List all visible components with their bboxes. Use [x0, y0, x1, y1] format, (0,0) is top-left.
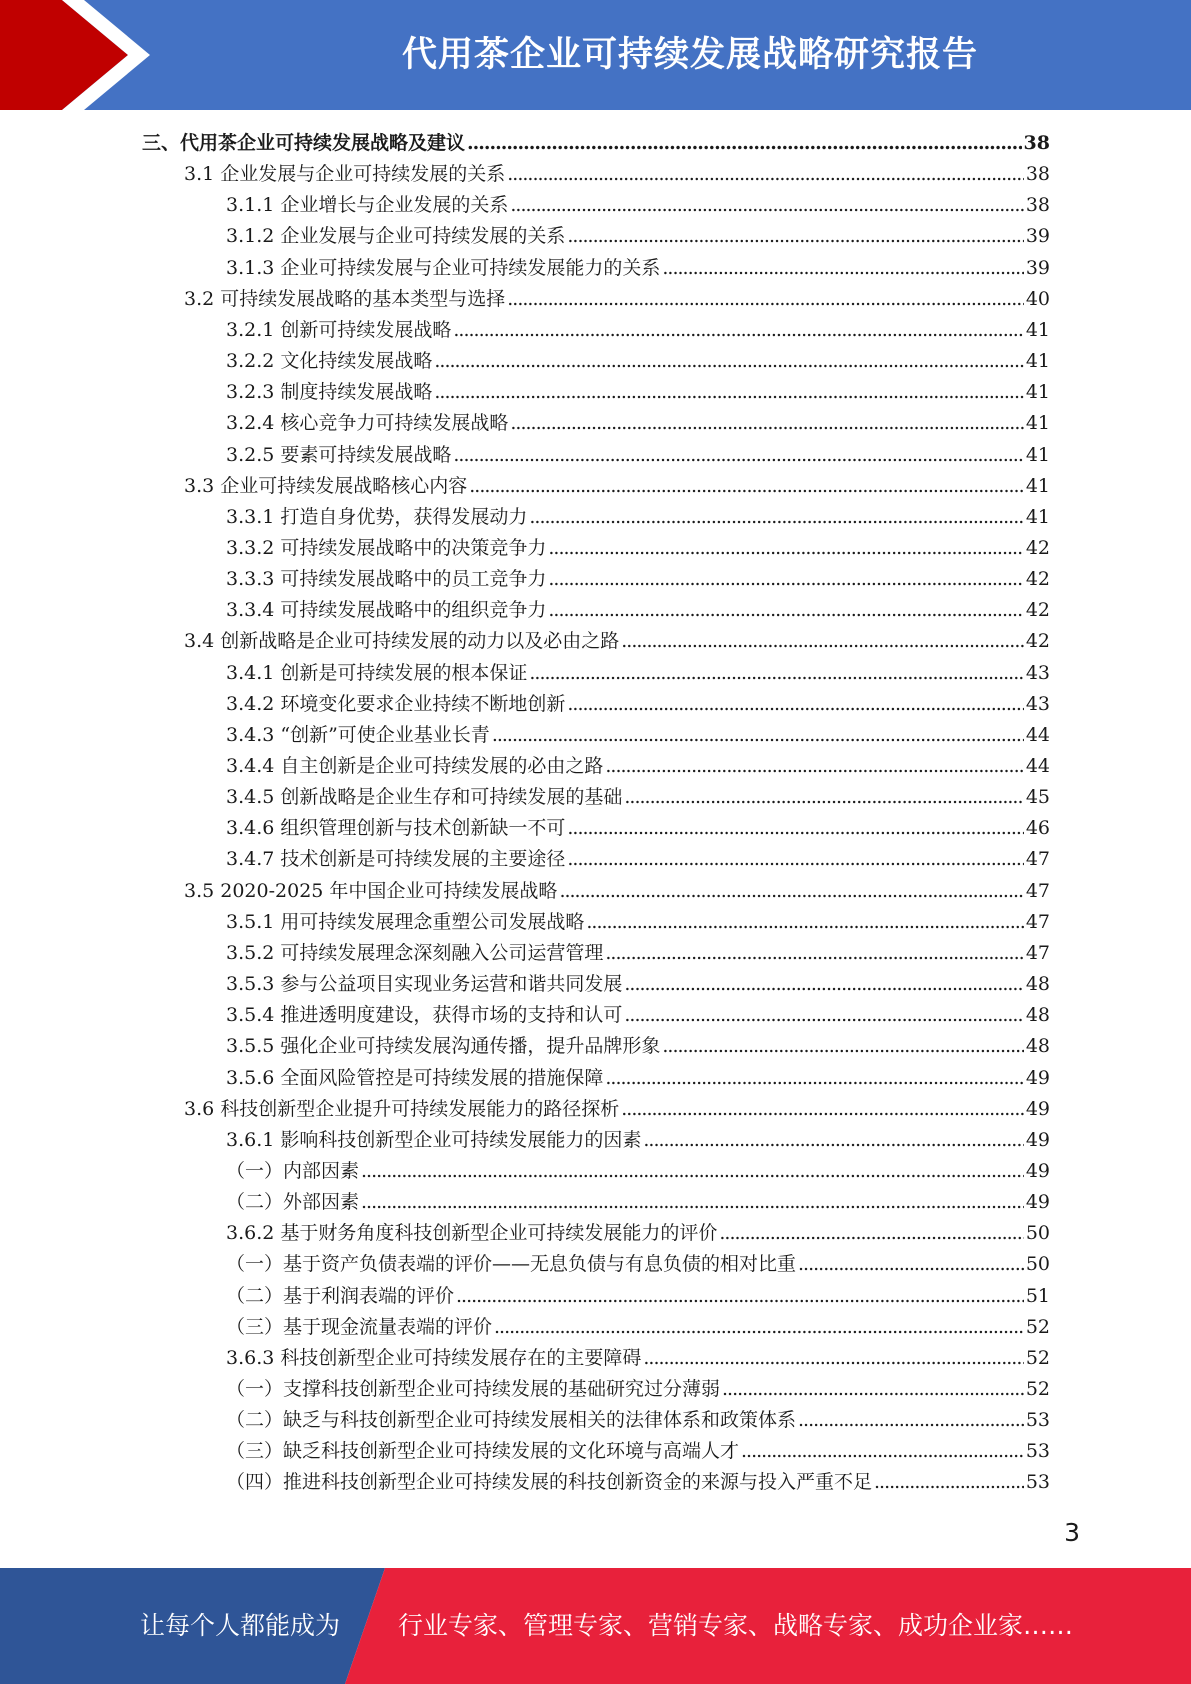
toc-entry-title: （三）缺乏科技创新型企业可持续发展的文化环境与高端人才 — [226, 1440, 740, 1463]
toc-dot-leader — [798, 1249, 1024, 1280]
toc-dot-leader — [559, 876, 1023, 907]
toc-entry-title: 3.1 企业发展与企业可持续发展的关系 — [184, 163, 506, 186]
toc-entry-page: 52 — [1025, 1378, 1050, 1400]
toc-entry-page: 41 — [1025, 443, 1050, 466]
toc-entry-page: 41 — [1025, 412, 1050, 435]
document-title: 代用茶企业可持续发展战略研究报告 — [401, 35, 978, 75]
toc-dot-leader — [605, 1063, 1023, 1094]
toc-entry-page: 49 — [1025, 1128, 1050, 1151]
page-header — [0, 0, 1191, 110]
toc-entry-title: 3.6.2 基于财务角度科技创新型企业可持续发展能力的评价 — [226, 1222, 718, 1245]
toc-entry-title: 3.1.3 企业可持续发展与企业可持续发展能力的关系 — [226, 256, 661, 279]
toc-entry[interactable] — [226, 253, 1050, 284]
toc-dot-leader — [643, 1125, 1023, 1156]
toc-entry-title: （一）基于资产负债表端的评价——无息负债与有息负债的相对比重 — [226, 1253, 797, 1276]
toc-entry-page: 38 — [1025, 163, 1050, 186]
toc-entry-title: 3.6.1 影响科技创新型企业可持续发展能力的因素 — [226, 1128, 642, 1151]
toc-entry-page: 48 — [1025, 973, 1050, 996]
toc-entry-title: 3.3.3 可持续发展战略中的员工竞争力 — [226, 568, 547, 591]
toc-dot-leader — [624, 1000, 1023, 1031]
toc-entry-title: （二）基于利润表端的评价 — [226, 1284, 455, 1307]
toc-entry-title: 3.5.6 全面风险管控是可持续发展的措施保障 — [226, 1066, 604, 1089]
toc-entry[interactable] — [226, 969, 1050, 1000]
toc-entry-page: 41 — [1025, 350, 1050, 373]
toc-entry-page: 38 — [1023, 132, 1050, 154]
toc-entry[interactable] — [226, 782, 1050, 813]
toc-entry-title: 3.5 2020-2025 年中国企业可持续发展战略 — [184, 879, 558, 902]
toc-entry-page: 42 — [1025, 630, 1050, 653]
toc-entry[interactable] — [226, 938, 1050, 969]
toc-entry[interactable] — [226, 502, 1050, 533]
toc-dot-leader — [643, 1343, 1023, 1374]
toc-dot-leader — [621, 1094, 1024, 1125]
toc-entry-page: 53 — [1025, 1409, 1050, 1432]
toc-entry-page: 51 — [1025, 1284, 1050, 1307]
toc-dot-leader — [548, 533, 1023, 564]
toc-entry-page: 44 — [1025, 755, 1050, 777]
toc-dot-leader — [567, 221, 1023, 252]
toc-entry-page: 49 — [1025, 1097, 1050, 1120]
toc-entry-title: 3.5.3 参与公益项目实现业务运营和谐共同发展 — [226, 973, 623, 996]
toc-entry[interactable] — [226, 1156, 1050, 1187]
toc-entry-title: （一）内部因素 — [226, 1159, 360, 1182]
toc-entry-page: 46 — [1025, 817, 1050, 840]
toc-entry-page: 49 — [1025, 1159, 1050, 1182]
toc-entry[interactable] — [226, 221, 1050, 252]
toc-dot-leader — [453, 440, 1023, 471]
toc-entry[interactable] — [226, 595, 1050, 626]
toc-entry-page: 43 — [1025, 692, 1050, 715]
toc-entry[interactable] — [226, 1467, 1050, 1498]
toc-entry-title: 3.2.4 核心竞争力可持续发展战略 — [226, 412, 509, 435]
toc-entry-title: 3.6.3 科技创新型企业可持续发展存在的主要障碍 — [226, 1346, 642, 1369]
toc-entry-page: 50 — [1025, 1222, 1050, 1245]
toc-entry-title: 3.4.1 创新是可持续发展的根本保证 — [226, 661, 528, 684]
toc-entry-title: 3.4.6 组织管理创新与技术创新缺一不可 — [226, 817, 566, 840]
toc-entry[interactable] — [184, 876, 1050, 907]
toc-entry-title: 三、代用茶企业可持续发展战略及建议 — [142, 132, 466, 154]
toc-entry-title: 3.5.1 用可持续发展理念重塑公司发展战略 — [226, 910, 585, 933]
toc-dot-leader — [492, 720, 1024, 751]
toc-entry-title: 3.2 可持续发展战略的基本类型与选择 — [184, 287, 506, 310]
toc-dot-leader — [434, 377, 1023, 408]
toc-entry-title: 3.3 企业可持续发展战略核心内容 — [184, 474, 468, 497]
page-number: 3 — [1064, 1518, 1080, 1547]
toc-dot-leader — [624, 969, 1023, 1000]
toc-entry-page: 44 — [1025, 723, 1050, 746]
toc-dot-leader — [586, 907, 1023, 938]
toc-entry[interactable] — [226, 440, 1050, 471]
toc-entry[interactable] — [226, 1436, 1050, 1467]
toc-dot-leader — [741, 1436, 1024, 1467]
toc-entry-page: 49 — [1025, 1191, 1050, 1214]
toc-entry[interactable] — [184, 1094, 1050, 1125]
toc-dot-leader — [567, 844, 1023, 875]
footer-slogan-left: 让每个人都能成为 — [140, 1611, 341, 1640]
toc-dot-leader — [798, 1405, 1024, 1436]
toc-entry[interactable] — [226, 751, 1050, 782]
toc-entry[interactable] — [226, 907, 1050, 938]
toc-entry-title: 3.4.7 技术创新是可持续发展的主要途径 — [226, 848, 566, 871]
toc-entry-title: 3.2.5 要素可持续发展战略 — [226, 443, 452, 466]
toc-entry[interactable] — [226, 190, 1050, 221]
toc-dot-leader — [719, 1218, 1023, 1249]
toc-dot-leader — [874, 1467, 1024, 1498]
toc-entry[interactable] — [184, 159, 1050, 190]
toc-entry[interactable] — [226, 1218, 1050, 1249]
toc-entry[interactable] — [226, 408, 1050, 439]
toc-entry[interactable] — [226, 813, 1050, 844]
toc-entry-title: 3.5.4 推进透明度建设，获得市场的支持和认可 — [226, 1004, 623, 1027]
toc-entry-title: 3.5.2 可持续发展理念深刻融入公司运营管理 — [226, 941, 604, 964]
toc-entry-title: 3.3.4 可持续发展战略中的组织竞争力 — [226, 599, 547, 622]
toc-dot-leader — [567, 813, 1023, 844]
toc-entry-page: 52 — [1025, 1346, 1050, 1369]
toc-entry-page: 53 — [1025, 1440, 1050, 1463]
toc-entry-page: 39 — [1025, 225, 1050, 248]
toc-entry-page: 48 — [1025, 1035, 1050, 1058]
toc-entry-title: 3.3.2 可持续发展战略中的决策竞争力 — [226, 536, 547, 559]
toc-entry-page: 50 — [1025, 1253, 1050, 1276]
toc-entry[interactable] — [226, 533, 1050, 564]
toc-entry-title: （四）推进科技创新型企业可持续发展的科技创新资金的来源与投入严重不足 — [226, 1471, 873, 1494]
footer-slogan-right: 行业专家、管理专家、营销专家、战略专家、成功企业家…… — [398, 1611, 1074, 1640]
toc-entry-page: 48 — [1025, 1004, 1050, 1027]
toc-entry-title: 3.2.2 文化持续发展战略 — [226, 350, 433, 373]
toc-entry[interactable] — [184, 471, 1050, 502]
toc-entry-page: 40 — [1025, 287, 1050, 310]
toc-dot-leader — [494, 1312, 1024, 1343]
toc-dot-leader — [662, 1031, 1023, 1062]
toc-entry[interactable] — [226, 1281, 1050, 1312]
toc-dot-leader — [467, 128, 1022, 159]
toc-entry[interactable] — [226, 1063, 1050, 1094]
toc-entry-page: 47 — [1025, 848, 1050, 871]
toc-entry-title: 3.4.3 “创新”可使企业基业长青 — [226, 723, 490, 746]
toc-entry[interactable] — [226, 720, 1050, 751]
toc-entry-title: （一）支撑科技创新型企业可持续发展的基础研究过分薄弱 — [226, 1378, 721, 1400]
toc-entry-title: 3.4.2 环境变化要求企业持续不断地创新 — [226, 692, 566, 715]
toc-entry[interactable] — [226, 1374, 1050, 1405]
toc-entry-title: 3.3.1 打造自身优势，获得发展动力 — [226, 505, 528, 528]
toc-entry[interactable] — [226, 658, 1050, 689]
toc-entry-title: 3.1.1 企业增长与企业发展的关系 — [226, 194, 509, 217]
toc-entry[interactable] — [226, 377, 1050, 408]
toc-entry[interactable] — [226, 1000, 1050, 1031]
toc-dot-leader — [567, 689, 1023, 720]
toc-entry-title: 3.1.2 企业发展与企业可持续发展的关系 — [226, 225, 566, 248]
toc-dot-leader — [361, 1156, 1024, 1187]
toc-dot-leader — [722, 1374, 1024, 1405]
toc-dot-leader — [510, 190, 1023, 221]
toc-entry[interactable] — [184, 284, 1050, 315]
toc-entry-page: 49 — [1025, 1066, 1050, 1089]
toc-entry-title: 3.6 科技创新型企业提升可持续发展能力的路径探析 — [184, 1097, 620, 1120]
toc-entry[interactable] — [226, 1312, 1050, 1343]
toc-entry-page: 41 — [1025, 505, 1050, 528]
toc-entry-page: 42 — [1025, 536, 1050, 559]
toc-entry-title: 3.2.1 创新可持续发展战略 — [226, 318, 452, 341]
toc-entry-page: 41 — [1025, 381, 1050, 404]
toc-entry-page: 53 — [1025, 1471, 1050, 1494]
toc-entry-page: 43 — [1025, 661, 1050, 684]
toc-entry[interactable] — [226, 844, 1050, 875]
toc-entry-page: 52 — [1025, 1315, 1050, 1338]
toc-entry[interactable] — [226, 1031, 1050, 1062]
toc-dot-leader — [469, 471, 1024, 502]
toc-entry-page: 41 — [1025, 474, 1050, 497]
toc-dot-leader — [624, 782, 1023, 813]
toc-entry[interactable] — [226, 1249, 1050, 1280]
toc-entry[interactable] — [226, 564, 1050, 595]
toc-entry-page: 47 — [1025, 910, 1050, 933]
toc-dot-leader — [507, 159, 1024, 190]
toc-entry[interactable] — [226, 1125, 1050, 1156]
toc-dot-leader — [605, 938, 1023, 969]
toc-entry-title: （二）外部因素 — [226, 1191, 360, 1214]
toc-entry-page: 42 — [1025, 568, 1050, 591]
toc-entry-title: （三）基于现金流量表端的评价 — [226, 1315, 493, 1338]
toc-entry-title: 3.4 创新战略是企业可持续发展的动力以及必由之路 — [184, 630, 620, 653]
toc-dot-leader — [453, 315, 1023, 346]
toc-dot-leader — [434, 346, 1023, 377]
toc-entry[interactable] — [226, 689, 1050, 720]
toc-entry[interactable] — [226, 346, 1050, 377]
toc-entry-title: 3.4.5 创新战略是企业生存和可持续发展的基础 — [226, 786, 623, 809]
toc-dot-leader — [621, 626, 1024, 657]
toc-entry-page: 38 — [1025, 194, 1050, 217]
toc-dot-leader — [507, 284, 1024, 315]
toc-entry[interactable] — [226, 1187, 1050, 1218]
toc-entry[interactable] — [226, 1343, 1050, 1374]
toc-dot-leader — [605, 751, 1023, 782]
toc-dot-leader — [529, 658, 1023, 689]
toc-dot-leader — [529, 502, 1023, 533]
toc-entry-page: 45 — [1025, 786, 1050, 809]
toc-entry-page: 39 — [1025, 256, 1050, 279]
toc-entry[interactable] — [184, 626, 1050, 657]
toc-entry[interactable] — [226, 315, 1050, 346]
toc-dot-leader — [548, 564, 1023, 595]
toc-entry-page: 41 — [1025, 318, 1050, 341]
toc-entry-title: 3.4.4 自主创新是企业可持续发展的必由之路 — [226, 755, 604, 777]
toc-entry[interactable] — [226, 1405, 1050, 1436]
toc-entry-page: 42 — [1025, 599, 1050, 622]
toc-dot-leader — [361, 1187, 1024, 1218]
toc-dot-leader — [456, 1281, 1024, 1312]
toc-dot-leader — [548, 595, 1023, 626]
toc-entry-title: （二）缺乏与科技创新型企业可持续发展相关的法律体系和政策体系 — [226, 1409, 797, 1432]
toc-entry-page: 47 — [1025, 941, 1050, 964]
toc-entry-page: 47 — [1025, 879, 1050, 902]
header-chevron-graphic — [0, 0, 160, 110]
toc-dot-leader — [662, 253, 1023, 284]
toc-entry-title: 3.5.5 强化企业可持续发展沟通传播，提升品牌形象 — [226, 1035, 661, 1058]
page-footer — [0, 1568, 1191, 1684]
toc-dot-leader — [510, 408, 1023, 439]
toc-entry-title: 3.2.3 制度持续发展战略 — [226, 381, 433, 404]
toc-entry[interactable] — [142, 128, 1050, 159]
